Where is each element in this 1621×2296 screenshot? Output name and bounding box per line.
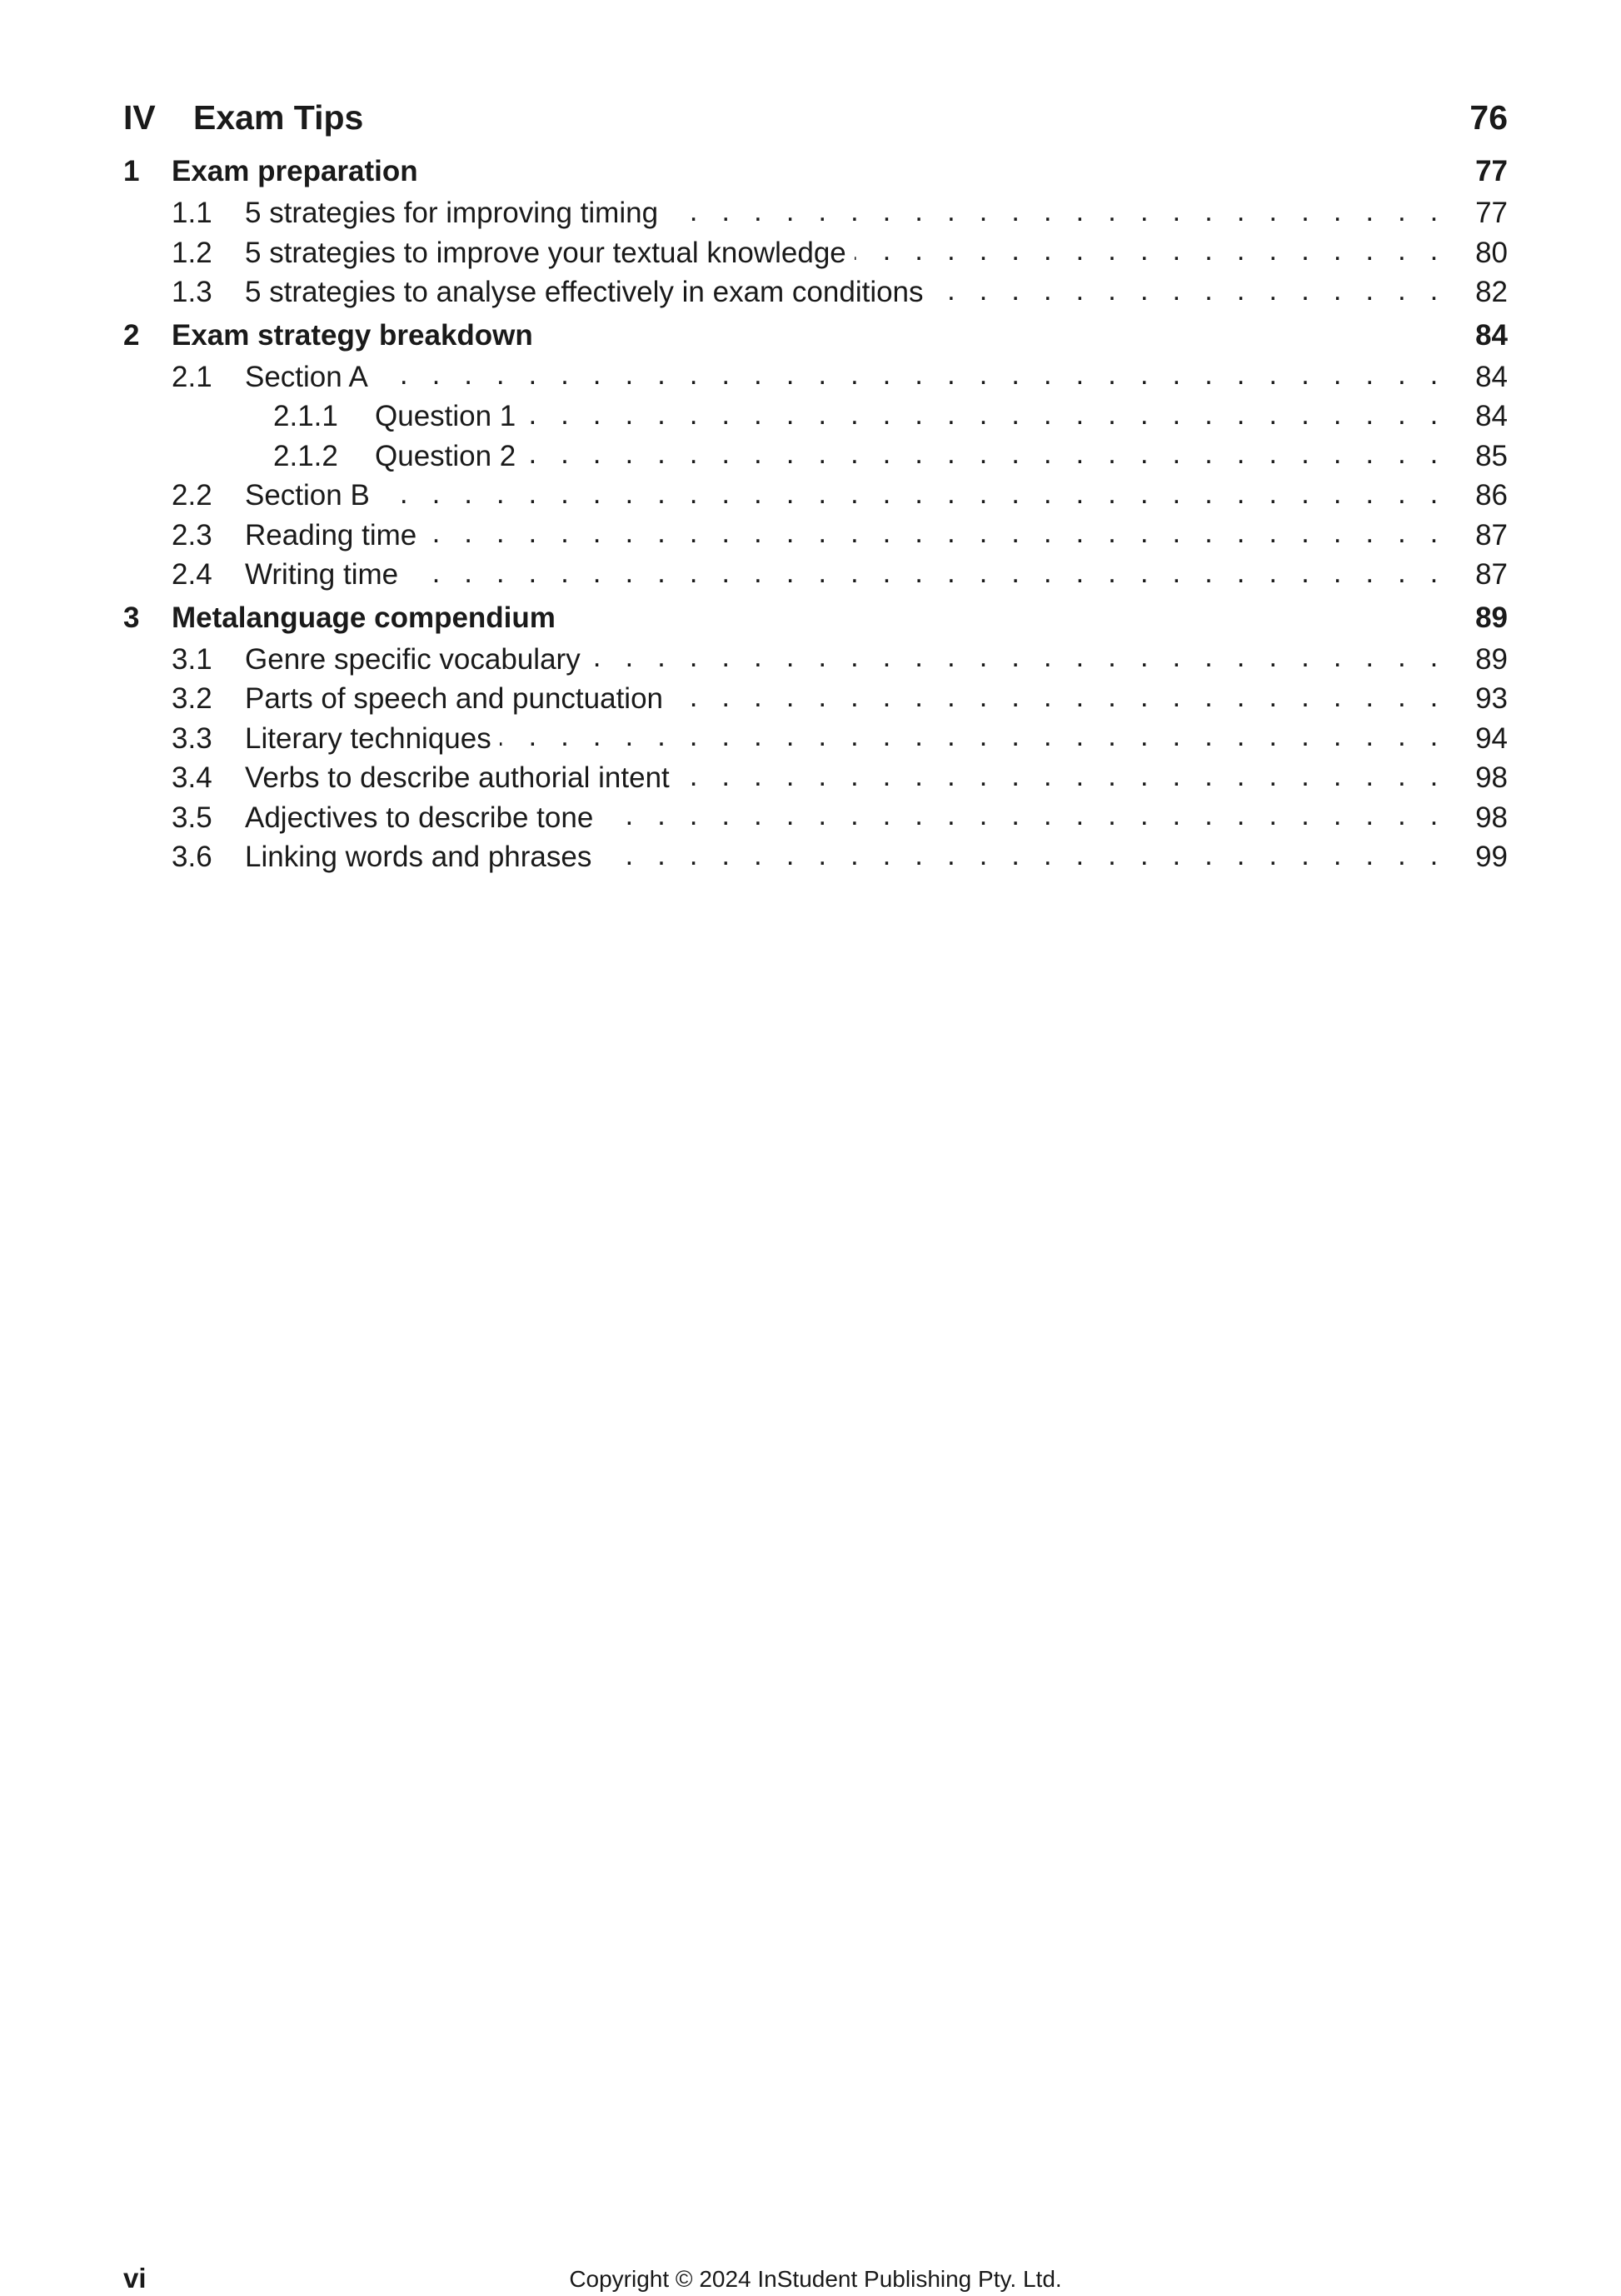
entry-page-number: 87 [1475, 558, 1508, 591]
toc-entry[interactable] [123, 761, 1508, 801]
section-title: Exam preparation [172, 155, 418, 187]
dot-leader [932, 276, 1446, 316]
part-title: Exam Tips [193, 98, 364, 137]
entry-title: Reading time [245, 518, 417, 552]
toc-entry[interactable] [123, 558, 1508, 598]
entry-title: Verbs to describe authorial intent [245, 761, 670, 794]
toc-entry[interactable] [123, 440, 1508, 480]
toc-entry[interactable] [123, 643, 1508, 683]
dot-leader [589, 643, 1446, 683]
entry-title: Question 2 [375, 439, 516, 472]
part-page-number: 76 [1469, 98, 1508, 137]
toc-entry[interactable] [123, 361, 1508, 401]
entry-number: 2.1.1 [273, 400, 338, 432]
entry-page-number: 84 [1475, 360, 1508, 393]
toc-entry[interactable] [123, 722, 1508, 762]
dot-leader [601, 801, 1446, 841]
toc-entry[interactable] [123, 237, 1508, 277]
entry-page-number: 84 [1475, 400, 1508, 432]
entry-number: 3.6 [172, 841, 212, 873]
entry-title: 5 strategies to analyse effectively in exam conditions [245, 276, 924, 308]
toc-entry[interactable] [123, 276, 1508, 316]
dot-leader [855, 237, 1446, 277]
entry-page-number: 82 [1475, 276, 1508, 308]
page-folio: vi [123, 2263, 147, 2294]
entry-number: 3.3 [172, 721, 212, 755]
toc-section [123, 319, 1508, 598]
dot-leader [377, 361, 1446, 401]
entry-title: 5 strategies to improve your textual knowledge [245, 236, 846, 269]
entry-number: 2.3 [172, 518, 212, 552]
section-heading[interactable] [123, 319, 1508, 361]
section-number: 2 [123, 318, 140, 352]
entry-page-number: 85 [1475, 439, 1508, 472]
section-number: 1 [123, 155, 140, 187]
toc-entry[interactable] [123, 841, 1508, 881]
entry-page-number: 94 [1475, 721, 1508, 755]
entry-page-number: 98 [1475, 761, 1508, 794]
section-page-number: 89 [1475, 601, 1508, 634]
dot-leader [425, 519, 1446, 559]
entry-page-number: 87 [1475, 518, 1508, 552]
part-heading [123, 98, 1508, 152]
section-title: Exam strategy breakdown [172, 318, 533, 352]
entry-number: 3.1 [172, 642, 212, 676]
entry-page-number: 89 [1475, 642, 1508, 676]
section-number: 3 [123, 601, 140, 634]
entry-number: 2.1.2 [273, 439, 338, 472]
toc-entry[interactable] [123, 400, 1508, 440]
entry-page-number: 80 [1475, 236, 1508, 269]
entry-number: 2.2 [172, 479, 212, 512]
entry-title: Question 1 [375, 400, 516, 432]
table-of-contents [123, 98, 1508, 881]
toc-entry[interactable] [123, 682, 1508, 722]
entry-title: Section B [245, 479, 370, 512]
entry-title: Adjectives to describe tone [245, 801, 594, 834]
dot-leader [500, 722, 1446, 762]
dot-leader [678, 761, 1446, 801]
dot-leader [666, 197, 1446, 237]
page-footer [123, 2263, 1508, 2296]
toc-entry[interactable] [123, 519, 1508, 559]
entry-number: 1.1 [172, 197, 212, 229]
section-page-number: 77 [1475, 155, 1508, 187]
section-page-number: 84 [1475, 318, 1508, 352]
dot-leader [600, 841, 1446, 881]
dot-leader [378, 479, 1446, 519]
entry-number: 2.4 [172, 558, 212, 591]
entry-page-number: 93 [1475, 682, 1508, 715]
part-numeral: IV [123, 98, 156, 137]
section-heading[interactable] [123, 601, 1508, 643]
entry-title: Parts of speech and punctuation [245, 682, 664, 715]
entry-number: 3.2 [172, 682, 212, 715]
copyright-notice: Copyright © 2024 InStudent Publishing Pty. Ltd. [569, 2266, 1062, 2292]
dot-leader [671, 682, 1446, 722]
entry-title: Writing time [245, 558, 399, 591]
entry-page-number: 77 [1475, 197, 1508, 229]
dot-leader [524, 440, 1446, 480]
entry-page-number: 86 [1475, 479, 1508, 512]
entry-number: 3.4 [172, 761, 212, 794]
entry-number: 1.3 [172, 276, 212, 308]
toc-entry[interactable] [123, 801, 1508, 841]
entry-title: 5 strategies for improving timing [245, 197, 659, 229]
entry-number: 1.2 [172, 236, 212, 269]
entry-title: Linking words and phrases [245, 841, 592, 873]
entry-number: 3.5 [172, 801, 212, 834]
entry-title: Section A [245, 360, 368, 393]
toc-entry[interactable] [123, 479, 1508, 519]
toc-section [123, 155, 1508, 316]
entry-title: Literary techniques [245, 721, 491, 755]
section-heading[interactable] [123, 155, 1508, 197]
section-title: Metalanguage compendium [172, 601, 556, 634]
dot-leader [406, 558, 1446, 598]
dot-leader [524, 400, 1446, 440]
toc-section [123, 601, 1508, 881]
entry-page-number: 99 [1475, 841, 1508, 873]
entry-page-number: 98 [1475, 801, 1508, 834]
toc-entry[interactable] [123, 197, 1508, 237]
entry-number: 2.1 [172, 360, 212, 393]
entry-title: Genre specific vocabulary [245, 642, 581, 676]
section-list [123, 155, 1508, 881]
